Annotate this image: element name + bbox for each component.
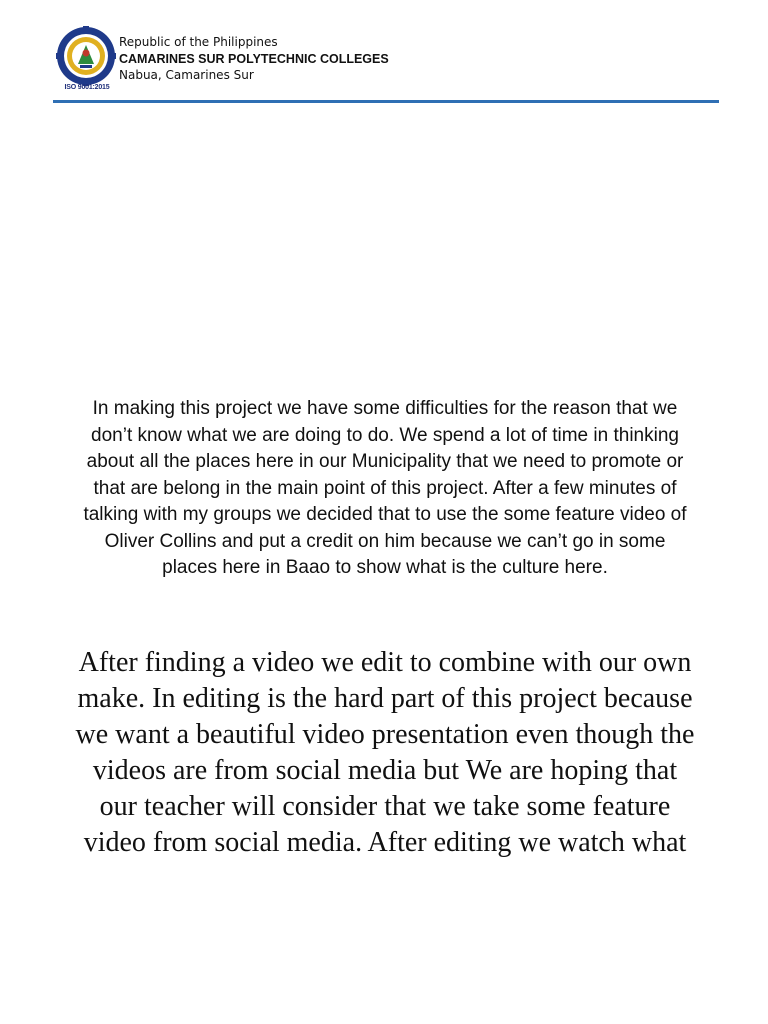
iso-certification-label: ISO 9001:2015 xyxy=(64,84,110,91)
letterhead xyxy=(54,22,719,102)
institution-header xyxy=(119,34,389,84)
republic-line: Republic of the Philippines xyxy=(119,35,278,49)
college-seal-logo xyxy=(56,26,116,86)
body-paragraph-1: In making this project we have some difficulties for the reason that we don’t know what we are doing to do. We spend a lot of time in thinking about all the places here in our Municipality that we need to promote or that are belong in the main point of this project. After a few minutes of talking with my groups we decided that to use the some feature video of Oliver Collins and put a credit on him because we can’t go in some places here in Baao to show what is the culture here. xyxy=(83,398,687,578)
header-divider xyxy=(53,100,719,103)
college-address: Nabua, Camarines Sur xyxy=(119,68,254,82)
body-paragraph-2: After finding a video we edit to combine with our own make. In editing is the hard part of this project because we want a beautiful video presentation even though the videos are from social media but We are hoping that our teacher will consider that we take some feature video from social media. After editing we watch what xyxy=(75,647,695,858)
college-name: CAMARINES SUR POLYTECHNIC COLLEGES xyxy=(119,52,389,66)
